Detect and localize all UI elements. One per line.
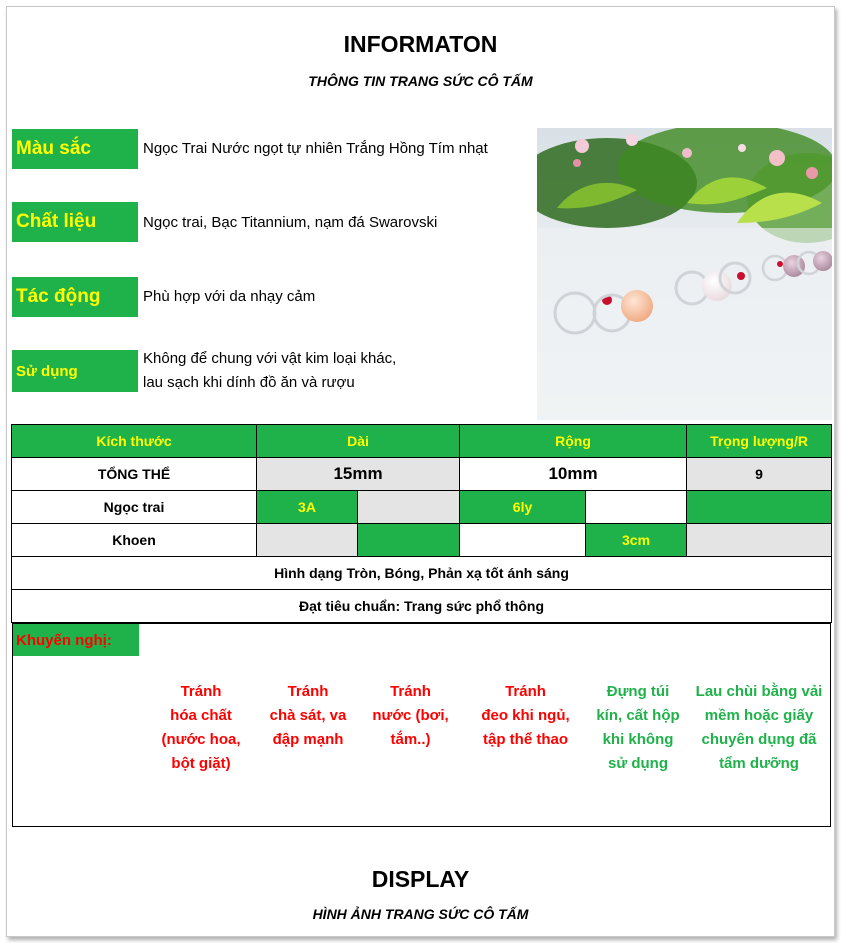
display-title: DISPLAY [371,866,470,892]
pearl-length: 3A [257,491,358,524]
info-value-effect: Phù hợp với da nhạy cảm [143,288,316,305]
info-value-usage: Không để chung với vật kim loại khác, lau sạch khi dính đồ ăn và rượu [143,350,397,391]
table-row [12,458,832,491]
standard-text: Đạt tiêu chuẩn: Trang sức phổ thông [12,590,832,623]
tip-friction: Tránh chà sát, va đập mạnh [269,683,347,748]
ring-width: 3cm [586,524,687,557]
advice-section [12,623,831,827]
header-width: Rộng [460,425,687,458]
total-weight: 9 [687,458,832,491]
info-label-usage: Sử dụng [12,350,138,392]
page-subtitle: THÔNG TIN TRANG SỨC CÔ TẤM [308,73,533,89]
empty-cell [460,524,586,557]
tip-sleep: Tránh đeo khi ngủ, tập thể thao [481,683,570,748]
table-row [12,557,832,590]
header-length: Dài [257,425,460,458]
info-value-color: Ngọc Trai Nước ngọt tự nhiên Trắng Hồng Tím nhạt [143,140,488,157]
total-width: 10mm [460,458,687,491]
info-label-color: Màu sắc [12,129,138,169]
empty-cell [257,524,358,557]
ring-length [358,524,460,557]
ring-weight [687,524,832,557]
total-length: 15mm [257,458,460,491]
tip-cleaning: Lau chùi bằng vải mềm hoặc giấy chuyên dụng đã tẩm dưỡng [695,683,823,772]
display-subtitle: HÌNH ẢNH TRANG SỨC CÔ TẤM [312,906,529,922]
header-size: Kích thước [12,425,257,458]
info-value-material: Ngọc trai, Bạc Titannium, nạm đá Swarovski [143,214,438,231]
row-name: TỔNG THỂ [12,458,257,491]
product-photo [537,128,832,420]
info-label-effect: Tác động [12,277,138,317]
size-table-header [12,425,832,458]
row-name: Ngọc trai [12,491,257,524]
shape-text: Hình dạng Tròn, Bóng, Phản xạ tốt ánh sáng [12,557,832,590]
size-table [11,424,832,623]
pearl-width: 6ly [460,491,586,524]
table-row [12,524,832,557]
table-row [12,491,832,524]
pearl-weight [687,491,832,524]
empty-cell [586,491,687,524]
tip-storage: Đựng túi kín, cất hộp khi không sử dụng [596,683,680,772]
info-label-material: Chất liệu [12,202,138,242]
tip-chemicals: Tránh hóa chất (nước hoa, bột giặt) [161,683,241,772]
empty-cell [358,491,460,524]
row-name: Khoen [12,524,257,557]
page-title: INFORMATON [343,31,498,57]
header-weight: Trọng lượng/R [687,425,832,458]
tip-water: Tránh nước (bơi, tắm..) [372,683,449,748]
table-row [12,590,832,623]
advice-label: Khuyến nghị: [13,624,139,656]
